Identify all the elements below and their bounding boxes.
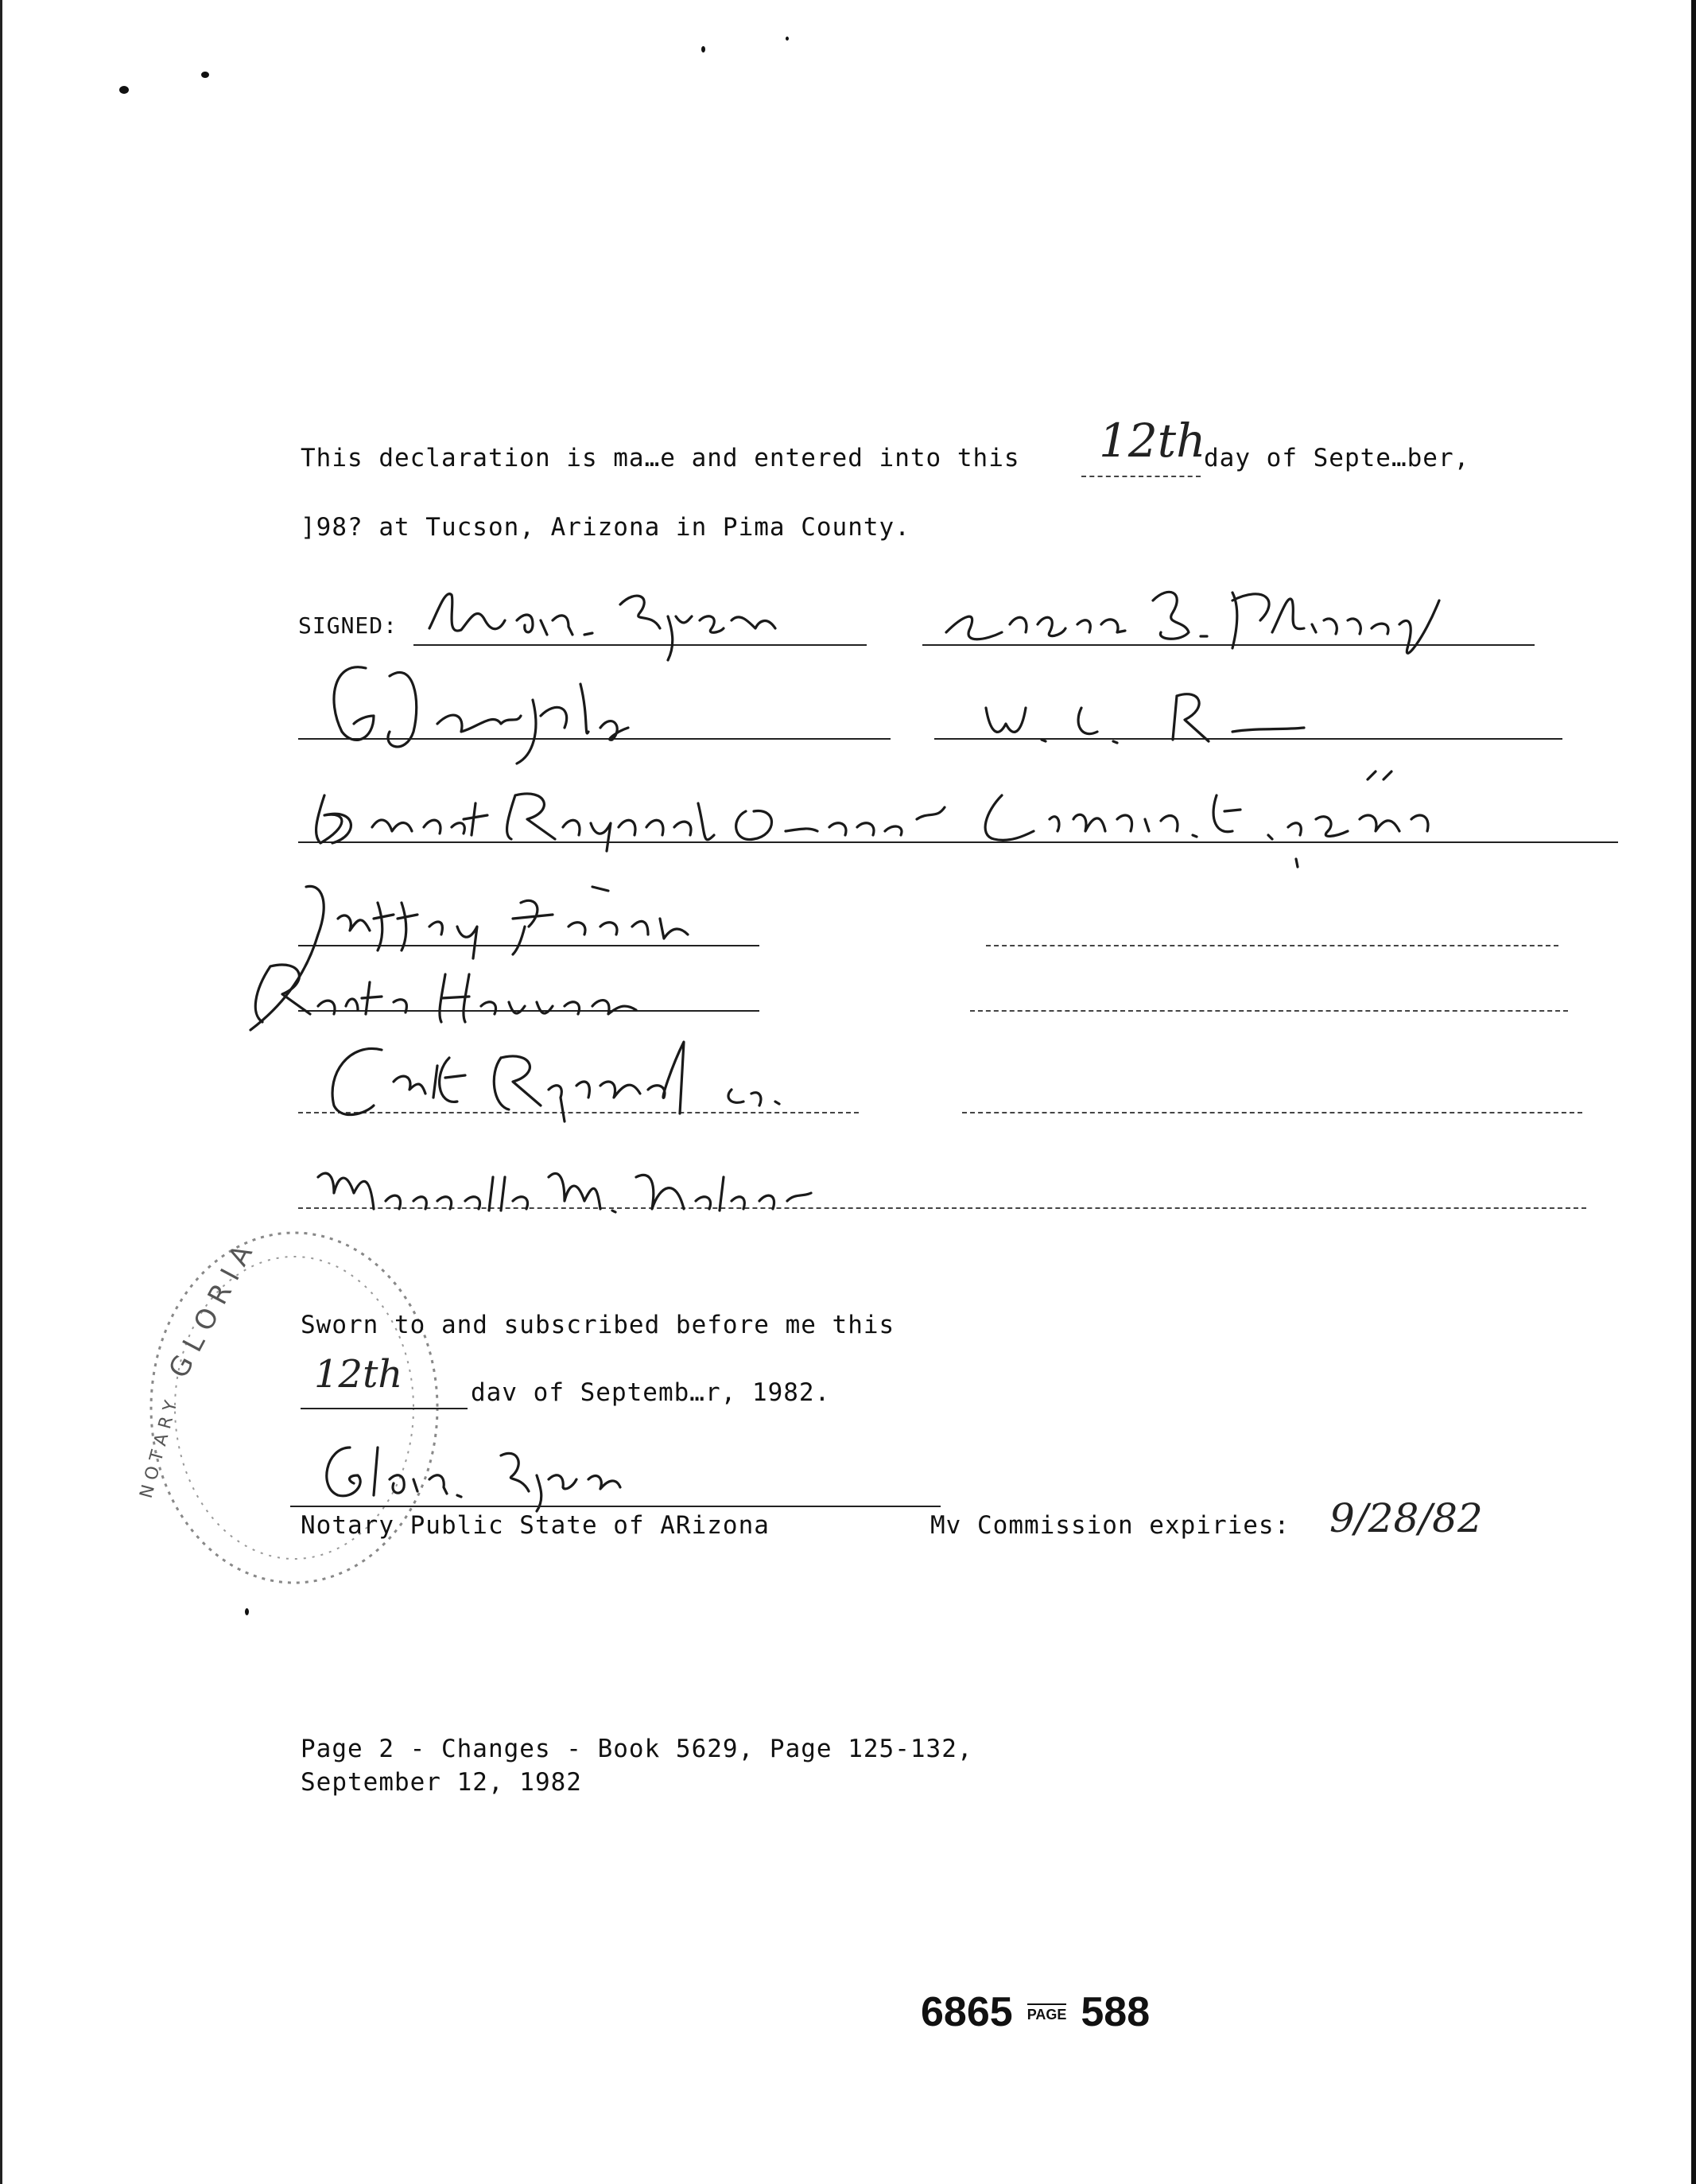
signature-w-r bbox=[970, 684, 1368, 756]
signature-robert-herrera bbox=[239, 950, 747, 1030]
sworn-statement: Sworn to and subscribed before me this bbox=[301, 1311, 895, 1339]
declaration-text-part2: day of Septe…ber, bbox=[1204, 444, 1470, 472]
footer-line-2: September 12, 1982 bbox=[301, 1768, 582, 1797]
stamp-page-word: PAGE bbox=[1027, 2003, 1067, 2023]
notary-day-line bbox=[301, 1408, 468, 1409]
empty-signature-line bbox=[970, 1010, 1568, 1012]
commission-date: 9/28/82 bbox=[1329, 1495, 1483, 1541]
declaration-location: ]98? at Tucson, Arizona in Pima County. bbox=[301, 513, 910, 542]
handwritten-day: 12th bbox=[1099, 414, 1206, 468]
declaration-text-part1: This declaration is ma…e and entered into this bbox=[301, 444, 1020, 472]
notary-signature-gloria-ryan bbox=[302, 1432, 652, 1511]
scan-speck bbox=[201, 72, 209, 78]
empty-signature-line bbox=[962, 1112, 1582, 1113]
notary-public-label: Notary Public State of ARizona bbox=[301, 1511, 770, 1540]
scan-speck bbox=[245, 1608, 249, 1615]
scan-speck bbox=[786, 37, 789, 41]
commission-label: Mv Commission expiries: bbox=[930, 1511, 1290, 1540]
empty-signature-line bbox=[986, 945, 1558, 946]
scan-speck bbox=[119, 86, 129, 94]
scan-edge-right bbox=[1691, 0, 1696, 2184]
scan-speck bbox=[701, 46, 705, 52]
stamp-book-number: 6865 bbox=[921, 1989, 1013, 2035]
day-blank-line bbox=[1081, 476, 1201, 477]
notary-handwritten-day: 12th bbox=[314, 1352, 403, 1397]
signed-label: SIGNED: bbox=[298, 612, 398, 639]
footer-reference bbox=[301, 1732, 973, 1799]
signature-limarin-olson bbox=[954, 764, 1495, 875]
notary-day-text: dav of Septemb…r, 1982. bbox=[471, 1378, 831, 1407]
signature-sharon-phinney bbox=[930, 569, 1471, 672]
signature-brent-olson bbox=[301, 771, 961, 859]
signature-dauglls bbox=[318, 652, 716, 771]
recording-stamp bbox=[921, 1988, 1150, 2036]
notary-signature-line bbox=[290, 1506, 941, 1507]
svg-text:N O T A R Y: N O T A R Y bbox=[136, 1398, 182, 1501]
footer-line-1: Page 2 - Changes - Book 5629, Page 125-132, bbox=[301, 1735, 973, 1763]
stamp-page-number: 588 bbox=[1081, 1989, 1151, 2035]
signature-carl-rymond bbox=[318, 1026, 859, 1145]
seal-lettering: G L O R I A bbox=[162, 1239, 259, 1384]
scan-edge-left bbox=[0, 0, 2, 2184]
